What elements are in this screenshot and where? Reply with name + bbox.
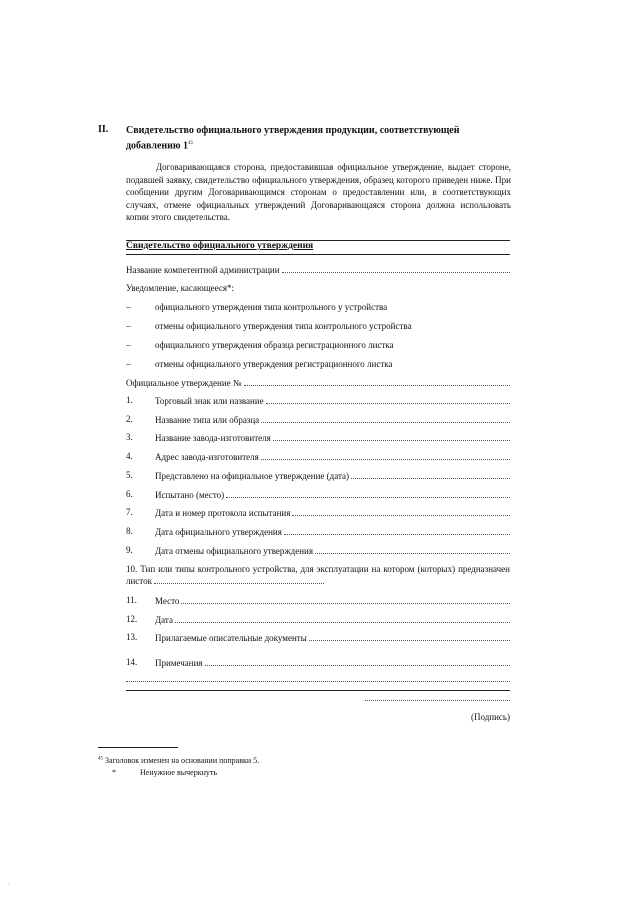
item-number: 8. xyxy=(126,526,133,536)
option-text: отмены официального утверждения типа контрольного устройства xyxy=(155,321,412,331)
item-field xyxy=(155,545,510,556)
authority-fill-line xyxy=(282,264,510,273)
item-label: Название завода-изготовителя xyxy=(155,433,271,443)
item-fill-line xyxy=(315,545,510,554)
item-label: Дата официального утверждения xyxy=(155,527,282,537)
title-divider xyxy=(126,254,510,255)
footnote-star-text: Ненужное вычеркнуть xyxy=(140,768,217,777)
option-text: официального утверждения типа контрольного у устройства xyxy=(155,302,388,312)
item-field xyxy=(155,657,510,668)
footnote-45 xyxy=(98,756,259,765)
option-dash: – xyxy=(126,340,131,350)
item-field xyxy=(155,414,510,425)
item-field xyxy=(155,451,510,462)
bottom-divider xyxy=(126,690,510,691)
item-field xyxy=(155,432,510,443)
authority-field xyxy=(126,264,510,275)
item-fill-line xyxy=(266,395,510,404)
item-fill-line xyxy=(181,595,510,604)
item-fill-line xyxy=(226,489,510,498)
section-title-footnote-ref: 45 xyxy=(188,141,194,146)
intro-paragraph: Договаривающаяся сторона, предоставившая официальное утверждение, выдает стороне, подавшей заявку, свидетельство официального утверждения, образец которого приведен ниже. При сообщении другим Договаривающимся сторонам о предоставлении или, в соответствующих случаях, отмене официальных утверждений Договаривающаяся сторона должна использовать копии этого свидетельства. xyxy=(126,162,511,222)
approval-number-label: Официальное утверждение № xyxy=(126,378,242,388)
item-field xyxy=(155,614,510,625)
section-title xyxy=(126,124,516,152)
item-number: 5. xyxy=(126,470,133,480)
item-field xyxy=(155,632,510,643)
item-label: Испытано (место) xyxy=(155,490,225,500)
option-dash: – xyxy=(126,359,131,369)
footnote-divider xyxy=(98,747,178,748)
authority-label: Название компетентной администрации xyxy=(126,265,280,275)
item-label: Прилагаемые описательные документы xyxy=(155,633,307,643)
footnote-45-text: Заголовок изменен на основании поправки 5. xyxy=(105,756,260,765)
item-number: 6. xyxy=(126,489,133,499)
item-label: Название типа или образца xyxy=(155,415,260,425)
option-dash: – xyxy=(126,302,131,312)
item-fill-line xyxy=(284,526,510,535)
item-fill-line xyxy=(175,614,510,623)
item-label: Дата и номер протокола испытания xyxy=(155,508,291,518)
item-field xyxy=(155,595,510,606)
item-number: 7. xyxy=(126,507,133,517)
item-fill-line xyxy=(261,451,510,460)
item-number: 12. xyxy=(126,614,138,624)
item-fill-line xyxy=(261,414,510,423)
footnote-star-mark: * xyxy=(112,768,116,777)
corner-mark: . xyxy=(8,880,10,886)
item-label: Дата xyxy=(155,615,173,625)
item-label: Место xyxy=(155,596,180,606)
item-fill-line xyxy=(351,470,510,479)
item-field xyxy=(155,507,510,518)
item-field xyxy=(155,526,510,537)
item-label: Примечания xyxy=(155,658,203,668)
option-text: отмены официального утверждения регистрационного листка xyxy=(155,359,393,369)
item-fill-line xyxy=(292,507,510,516)
item-number: 13. xyxy=(126,632,138,642)
item-field xyxy=(155,470,510,481)
remarks-line-2 xyxy=(126,681,510,682)
item-10-text: 10. Тип или типы контрольного устройства, для эксплуатации на котором (которых) предназначен листок xyxy=(126,564,510,586)
item-10-fill-line xyxy=(154,583,324,584)
section-number: II. xyxy=(98,124,109,135)
section-title-text: Свидетельство официального утверждения продукции, соответствующей добавлению 1 xyxy=(126,125,460,152)
item-number: 4. xyxy=(126,451,133,461)
signature-line xyxy=(365,700,510,701)
item-label: Адрес завода-изготовителя xyxy=(155,452,259,462)
item-number: 11. xyxy=(126,595,137,605)
item-number: 2. xyxy=(126,414,133,424)
footnote-star xyxy=(112,768,217,777)
approval-number-field xyxy=(126,377,510,388)
item-fill-line xyxy=(273,432,510,441)
item-number: 14. xyxy=(126,657,138,667)
item-label: Торговый знак или название xyxy=(155,396,264,406)
item-number: 3. xyxy=(126,432,133,442)
footnote-45-mark: 45 xyxy=(98,756,103,762)
approval-number-fill-line xyxy=(244,377,510,386)
item-number: 9. xyxy=(126,545,133,555)
option-text: официального утверждения образца регистрационного листка xyxy=(155,340,394,350)
notice-label: Уведомление, касающееся*: xyxy=(126,283,234,293)
certificate-title: Свидетельство официального утверждения xyxy=(126,241,314,251)
option-dash: – xyxy=(126,321,131,331)
item-fill-line xyxy=(309,632,510,641)
item-10 xyxy=(126,563,510,587)
item-number: 1. xyxy=(126,395,133,405)
item-field xyxy=(155,395,510,406)
item-field xyxy=(155,489,510,500)
signature-label: (Подпись) xyxy=(470,712,510,722)
item-label: Представлено на официальное утверждение (дата) xyxy=(155,471,350,481)
item-label: Дата отмены официального утверждения xyxy=(155,546,313,556)
item-fill-line xyxy=(205,657,510,666)
